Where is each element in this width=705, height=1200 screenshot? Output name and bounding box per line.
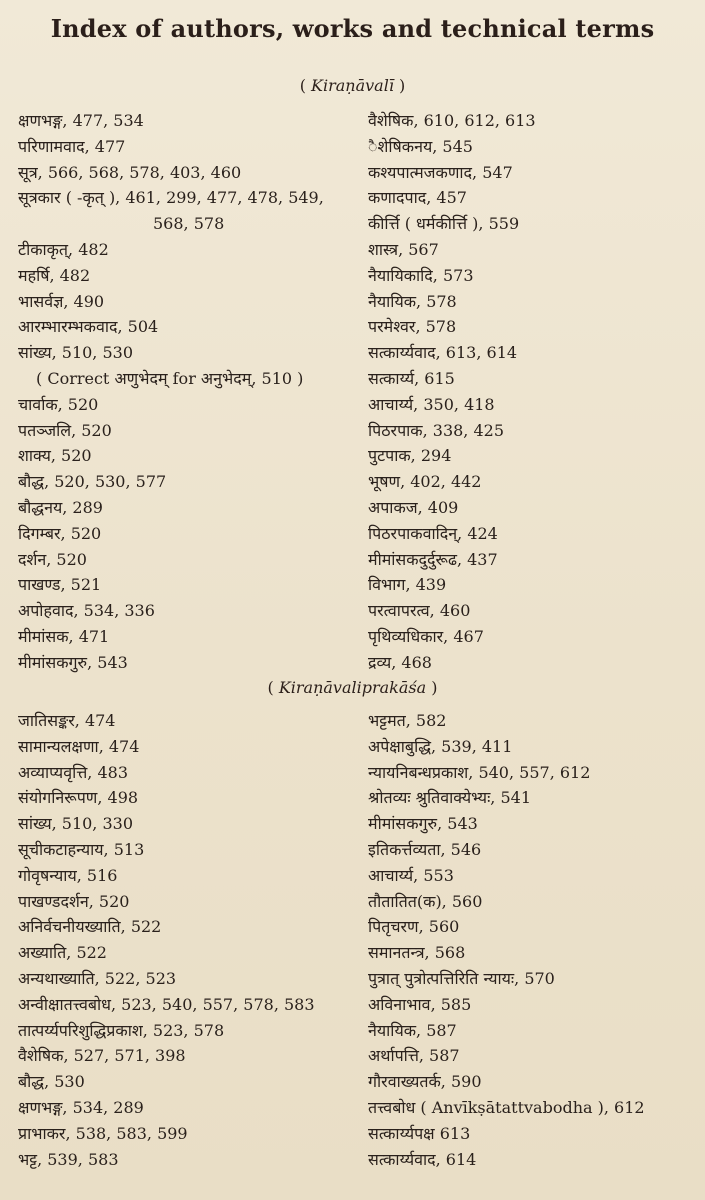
index-entry: इतिकर्त्तव्यता, 546 xyxy=(368,839,482,859)
index-entry: तात्पर्य्यपरिशुद्धिप्रकाश, 523, 578 xyxy=(18,1020,225,1040)
index-entry: सत्कार्य्यवाद, 614 xyxy=(368,1149,477,1169)
index-entry: सामान्यलक्षणा, 474 xyxy=(18,736,140,756)
index-entry: पुटपाक, 294 xyxy=(368,446,452,466)
index-entry: न्यायनिबन्धप्रकाश, 540, 557, 612 xyxy=(368,762,591,782)
index-column-left-kiranavaliprakasa xyxy=(18,708,315,1172)
index-column-right-kiranavali xyxy=(368,108,536,676)
index-entry: पाखण्डदर्शन, 520 xyxy=(18,891,130,911)
index-entry: विभाग, 439 xyxy=(368,575,447,595)
index-entry: नैयायिकादि, 573 xyxy=(368,265,474,285)
index-entry: महर्षि, 482 xyxy=(18,265,91,285)
index-entry: अख्याति, 522 xyxy=(18,943,107,963)
heading-paren-open: ( xyxy=(299,76,312,95)
index-entry: अन्यथाख्याति, 522, 523 xyxy=(18,968,177,988)
index-entry: शास्त्र, 567 xyxy=(368,239,439,259)
index-entry: पृथिव्यधिकार, 467 xyxy=(368,626,484,646)
index-entry: सत्कार्य्यपक्ष 613 xyxy=(368,1123,471,1143)
index-entry: द्रव्य, 468 xyxy=(368,652,432,672)
page-title: Index of authors, works and technical terms xyxy=(50,14,655,43)
index-entry: बौद्ध, 520, 530, 577 xyxy=(18,472,167,492)
index-entry: पितृचरण, 560 xyxy=(368,917,460,937)
index-entry: सत्कार्य्यवाद, 613, 614 xyxy=(368,343,518,363)
index-entry: कीर्त्ति ( धर्मकीर्त्ति ), 559 xyxy=(368,214,520,234)
section-heading-kiranavaliprakasa xyxy=(0,678,705,697)
index-entry: मीमांसक, 471 xyxy=(18,626,110,646)
index-entry: आचार्य्य, 553 xyxy=(368,865,454,885)
index-entry: मीमांसकगुरु, 543 xyxy=(18,652,128,672)
index-entry: सूत्रकार ( -कृत् ), 461, 299, 477, 478, 549, xyxy=(18,188,324,208)
index-column-left-kiranavali xyxy=(18,108,324,676)
index-entry: अपाकज, 409 xyxy=(368,497,459,517)
index-note-correction: ( Correct अणुभेदम् for अनुभेदम्, 510 ) xyxy=(36,368,304,388)
index-entry: अविनाभाव, 585 xyxy=(368,994,472,1014)
index-entry: पाखण्ड, 521 xyxy=(18,575,102,595)
heading-paren-close: ) xyxy=(426,678,438,697)
section-heading-kiranavali xyxy=(0,76,705,95)
index-entry: तत्त्वबोध ( Anvīkṣātattvabodha ), 612 xyxy=(368,1097,645,1117)
index-entry: सूचीकटाहन्याय, 513 xyxy=(18,839,145,859)
index-entry-continuation: 568, 578 xyxy=(153,214,225,234)
index-entry: अर्थापत्ति, 587 xyxy=(368,1046,460,1066)
index-entry: परमेश्वर, 578 xyxy=(368,317,457,337)
heading-paren-close: ) xyxy=(393,76,406,95)
index-entry: पुत्रात् पुत्रोत्पत्तिरिति न्यायः, 570 xyxy=(368,968,555,988)
index-entry: नैयायिक, 578 xyxy=(368,291,457,311)
index-column-right-kiranavaliprakasa xyxy=(368,708,645,1172)
index-entry: मीमांसकदुर्दुरूढ, 437 xyxy=(368,549,498,569)
index-entry: भट्ट, 539, 583 xyxy=(18,1149,119,1169)
index-entry: भूषण, 402, 442 xyxy=(368,472,482,492)
index-entry: आचार्य्य, 350, 418 xyxy=(368,394,495,414)
index-entry: प्राभाकर, 538, 583, 599 xyxy=(18,1123,188,1143)
index-entry: पतञ्जलि, 520 xyxy=(18,420,112,440)
index-entry: भट्टमत, 582 xyxy=(368,711,447,730)
index-entry: सांख्य, 510, 530 xyxy=(18,343,134,363)
index-entry: पिठरपाकवादिन्, 424 xyxy=(368,523,498,543)
index-entry: दिगम्बर, 520 xyxy=(18,523,102,543)
index-entry: अन्वीक्षातत्त्वबोध, 523, 540, 557, 578, 583 xyxy=(18,994,315,1014)
index-entry: अनिर्वचनीयख्याति, 522 xyxy=(18,917,162,937)
index-entry: क्षणभङ्ग, 477, 534 xyxy=(18,111,144,130)
index-entry: जातिसङ्कर, 474 xyxy=(18,711,116,730)
index-entry: शाक्य, 520 xyxy=(18,446,92,466)
section-heading-text: Kiraṇāvalī xyxy=(311,76,394,95)
heading-paren-open: ( xyxy=(267,678,279,697)
index-entry: बौद्धनय, 289 xyxy=(18,497,103,517)
index-entry: समानतन्त्र, 568 xyxy=(368,943,466,963)
index-entry: अपेक्षाबुद्धि, 539, 411 xyxy=(368,736,513,756)
index-entry: अव्याप्यवृत्ति, 483 xyxy=(18,762,129,782)
index-entry: चार्वाक, 520 xyxy=(18,394,99,414)
index-entry: सांख्य, 510, 330 xyxy=(18,814,134,834)
index-entry: सत्कार्य्य, 615 xyxy=(368,368,455,388)
index-entry: तौतातित(क), 560 xyxy=(368,891,483,911)
index-entry: कश्यपात्मजकणाद, 547 xyxy=(368,162,513,182)
index-entry: परिणामवाद, 477 xyxy=(18,136,126,156)
index-entry: अपोहवाद, 534, 336 xyxy=(18,601,155,621)
index-entry: संयोगनिरूपण, 498 xyxy=(18,788,139,808)
index-entry: नैयायिक, 587 xyxy=(368,1020,457,1040)
index-entry: दर्शन, 520 xyxy=(18,549,87,569)
index-entry: पिठरपाक, 338, 425 xyxy=(368,420,505,440)
index-entry: वैशेषिक, 610, 612, 613 xyxy=(368,111,536,130)
index-entry: गौरवाख्यतर्क, 590 xyxy=(368,1072,482,1092)
index-entry: वैशेषिक, 527, 571, 398 xyxy=(18,1046,186,1066)
index-entry: टीकाकृत्, 482 xyxy=(18,239,109,259)
index-entry: गोवृषन्याय, 516 xyxy=(18,865,118,885)
section-heading-text: Kiraṇāvaliprakāśa xyxy=(278,678,427,697)
index-entry: कणादपाद, 457 xyxy=(368,188,467,208)
index-entry: मीमांसकगुरु, 543 xyxy=(368,814,478,834)
index-entry: क्षणभङ्ग, 534, 289 xyxy=(18,1097,144,1117)
index-entry: भासर्वज्ञ, 490 xyxy=(18,291,105,311)
index-entry: बौद्ध, 530 xyxy=(18,1072,85,1092)
index-entry: आरम्भारम्भकवाद, 504 xyxy=(18,317,159,337)
index-entry: सूत्र, 566, 568, 578, 403, 460 xyxy=(18,162,242,182)
index-entry: परत्वापरत्व, 460 xyxy=(368,601,471,621)
index-entry: श्रोतव्यः श्रुतिवाक्येभ्यः, 541 xyxy=(368,788,532,808)
index-entry: ैशेषिकनय, 545 xyxy=(368,136,473,156)
